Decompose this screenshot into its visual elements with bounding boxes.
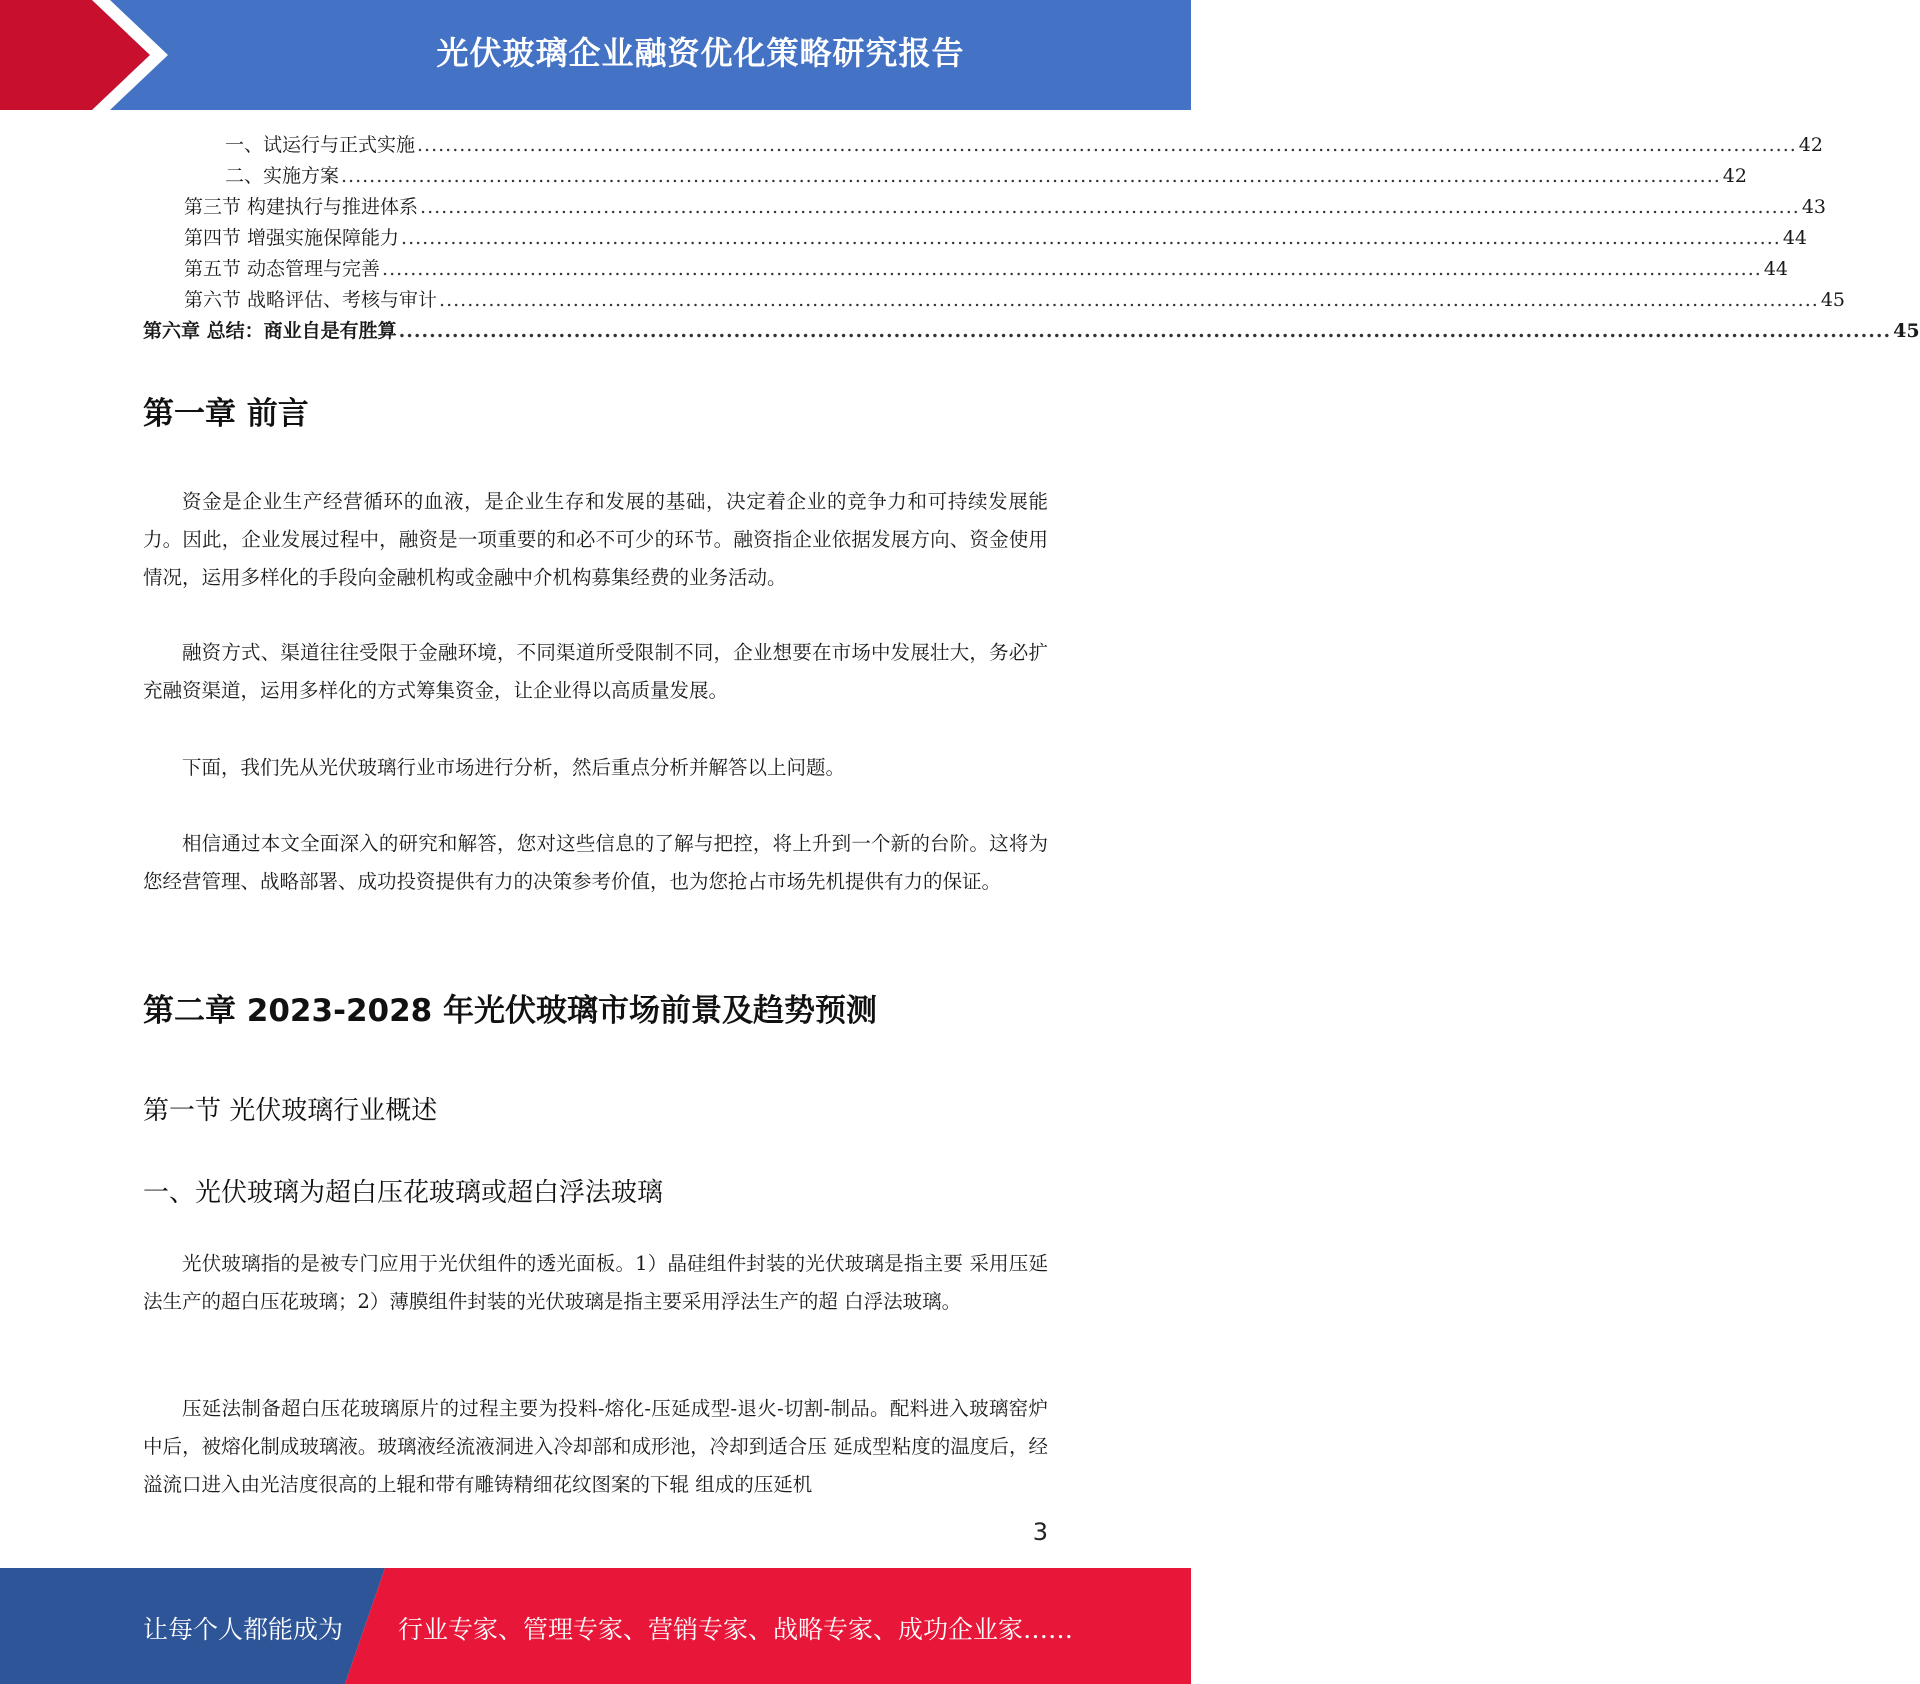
toc-entry[interactable] — [143, 254, 1788, 285]
chapter-heading: 第二章 2023-2028 年光伏玻璃市场前景及趋势预测 — [143, 993, 878, 1029]
toc-entry-page: 42 — [1722, 165, 1747, 187]
toc-entry[interactable] — [143, 223, 1807, 254]
toc-entry-page: 43 — [1801, 196, 1826, 218]
toc-entry-page: 44 — [1782, 227, 1807, 249]
toc-entry[interactable] — [143, 192, 1826, 223]
toc-entry-label: 第三节 构建执行与推进体系 — [184, 196, 419, 218]
footer-slogan-right: 行业专家、管理专家、营销专家、战略专家、成功企业家…… — [398, 1615, 1074, 1644]
report-title: 光伏玻璃企业融资优化策略研究报告 — [436, 34, 965, 72]
toc-entry-page: 42 — [1798, 134, 1823, 156]
body-paragraph: 下面，我们先从光伏玻璃行业市场进行分析，然后重点分析并解答以上问题。 — [182, 756, 846, 779]
toc-leader-dots: .................................................................................................................................................................................................... — [420, 196, 1800, 218]
toc-entry[interactable] — [143, 316, 1920, 347]
toc-entry[interactable] — [143, 161, 1747, 192]
chapter-heading: 第一章 前言 — [143, 396, 309, 432]
toc-entry-label: 二、实施方案 — [225, 165, 340, 187]
page-footer — [0, 1568, 1191, 1684]
body-paragraph: 资金是企业生产经营循环的血液，是企业生存和发展的基础，决定着企业的竞争力和可持续发展能力。因此，企业发展过程中，融资是一项重要的和必不可少的环节。融资指企业依据发展方向、资金使用情况，运用多样化的手段向金融机构或金融中介机构募集经费的业务活动。 — [143, 490, 1048, 589]
toc-leader-dots: .................................................................................................................................................................................................... — [439, 289, 1819, 311]
toc-entry-label: 第四节 增强实施保障能力 — [184, 227, 400, 249]
table-of-contents — [143, 130, 1920, 347]
page-number: 3 — [1032, 1518, 1048, 1546]
toc-entry-label: 第五节 动态管理与完善 — [184, 258, 381, 280]
toc-entry-label: 第六章 总结：商业自是有胜算 — [143, 320, 397, 342]
toc-entry-label: 一、试运行与正式实施 — [225, 134, 416, 156]
body-paragraph: 压延法制备超白压花玻璃原片的过程主要为投料-熔化-压延成型-退火-切割-制品。配料进入玻璃窑炉中后，被熔化制成玻璃液。玻璃液经流液洞进入冷却部和成形池，冷却到适合压 延成型粘度的温度后，经溢流口进入由光洁度很高的上辊和带有雕铸精细花纹图案的下辊 组成的压延机 — [143, 1397, 1048, 1496]
toc-entry-page: 45 — [1893, 320, 1920, 342]
body-paragraph: 融资方式、渠道往往受限于金融环境，不同渠道所受限制不同，企业想要在市场中发展壮大，务必扩充融资渠道，运用多样化的方式筹集资金，让企业得以高质量发展。 — [143, 641, 1048, 702]
toc-entry-label: 第六节 战略评估、考核与审计 — [184, 289, 438, 311]
body-paragraph: 相信通过本文全面深入的研究和解答，您对这些信息的了解与把控，将上升到一个新的台阶。这将为您经营管理、战略部署、成功投资提供有力的决策参考价值，也为您抢占市场先机提供有力的保证。 — [143, 832, 1048, 893]
subsection-heading: 一、光伏玻璃为超白压花玻璃或超白浮法玻璃 — [143, 1178, 664, 1208]
page-header — [0, 0, 1191, 110]
section-heading: 第一节 光伏玻璃行业概述 — [143, 1096, 438, 1126]
toc-leader-dots: .................................................................................................................................................................................................... — [341, 165, 1721, 187]
body-paragraph: 光伏玻璃指的是被专门应用于光伏组件的透光面板。1）晶硅组件封装的光伏玻璃是指主要 采用压延法生产的超白压花玻璃；2）薄膜组件封装的光伏玻璃是指主要采用浮法生产的超 白浮法玻璃。 — [143, 1252, 1048, 1313]
toc-leader-dots: .................................................................................................................................................................................................... — [417, 134, 1797, 156]
toc-leader-dots: .................................................................................................................................................................................................... — [398, 320, 1892, 342]
toc-leader-dots: .................................................................................................................................................................................................... — [382, 258, 1762, 280]
toc-entry-page: 44 — [1763, 258, 1788, 280]
toc-entry[interactable] — [143, 130, 1823, 161]
toc-entry-page: 45 — [1820, 289, 1845, 311]
footer-slogan-left: 让每个人都能成为 — [143, 1615, 344, 1644]
toc-entry[interactable] — [143, 285, 1845, 316]
toc-leader-dots: .................................................................................................................................................................................................... — [401, 227, 1781, 249]
